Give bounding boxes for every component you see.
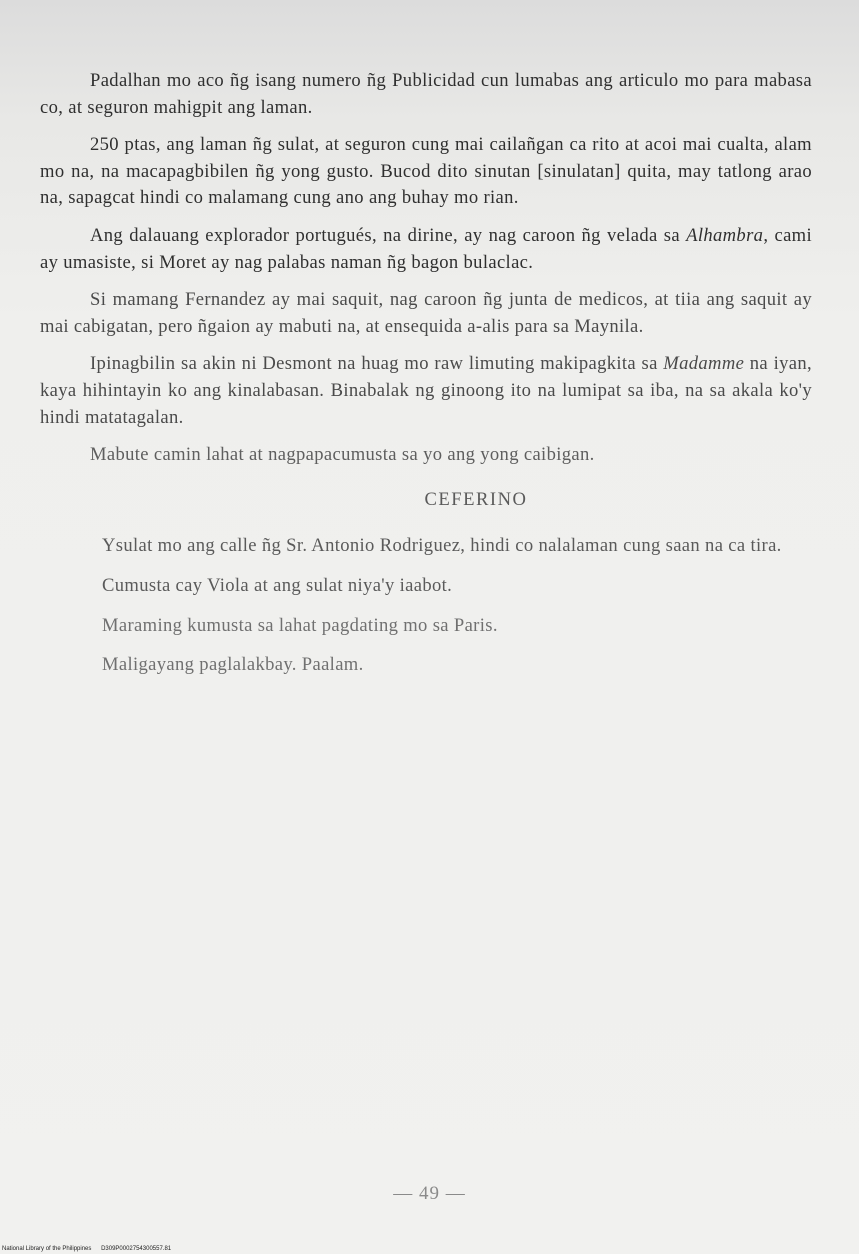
- letter-body: [40, 68, 812, 692]
- paragraph-text: , cami ay umasiste, si Moret ay nag palabas naman ñg bagon bulaclac.: [40, 224, 813, 273]
- postscript-line: Maligayang paglalakbay. Paalam.: [102, 654, 364, 676]
- letter-paragraph: [40, 351, 812, 431]
- postscript-line: Maraming kumusta sa lahat pagdating mo sa Paris.: [102, 614, 498, 636]
- postscript-line: Cumusta cay Viola at ang sulat niya'y iaabot.: [102, 574, 453, 596]
- paragraph-text: Ipinagbilin sa akin ni Desmont na huag mo raw limuting makipagkita sa: [90, 353, 664, 375]
- paragraph-text: Ang dalauang explorador portugués, na dirine, ay nag caroon ñg velada sa: [90, 224, 687, 246]
- letter-postscripts: [40, 533, 812, 678]
- letter-paragraph: [40, 132, 812, 212]
- italic-text: Alhambra: [686, 224, 764, 246]
- postscript-line: Ysulat mo ang calle ñg Sr. Antonio Rodriguez, hindi co nalalaman cung saan na ca tira.: [102, 535, 782, 557]
- page-number: — 49 —: [393, 1183, 466, 1204]
- letter-paragraphs: [40, 68, 812, 469]
- paragraph-text: Mabute camin lahat at nagpapacumusta sa yo ang yong caibigan.: [90, 444, 595, 466]
- italic-text: Madamme: [663, 353, 745, 375]
- paragraph-text: Padalhan mo aco ñg isang numero ñg Publicidad cun lumabas ang articulo mo para mabasa co, at seguron mahigpit ang laman.: [40, 70, 812, 118]
- scan-credit-library: National Library of the Philippines: [2, 1246, 92, 1252]
- paragraph-text: Si mamang Fernandez ay mai saquit, nag caroon ñg junta de medicos, at tiia ang saquit ay mai cabigatan, pero ñgaion ay mabuti na, at ensequida a-alis para sa Maynila.: [40, 289, 812, 337]
- paragraph-text: na iyan, kaya hihintayin ko ang kinalabasan. Binabalak ng ginoong ito na lumipat sa iba, na sa akala ko'y hindi matatagalan.: [40, 353, 812, 428]
- scan-credit: [2, 1246, 171, 1252]
- letter-paragraph: [40, 223, 812, 276]
- paragraph-text: 250 ptas, ang laman ñg sulat, at seguron cung mai cailañgan ca rito at acoi mai cualta, alam mo na, na macapagbibilen ñg yong gusto. Bucod dito sinutan [sinulatan] quita, may tatlong arao na, sapagcat hindi co malamang cung ano ang buhay mo rian.: [40, 134, 812, 209]
- letter-signature: CEFERINO: [424, 488, 528, 510]
- scan-credit-code: D309P0002754300557.81: [101, 1246, 172, 1252]
- letter-paragraph: [40, 287, 812, 340]
- letter-paragraph: [40, 442, 812, 469]
- letter-paragraph: [40, 68, 812, 121]
